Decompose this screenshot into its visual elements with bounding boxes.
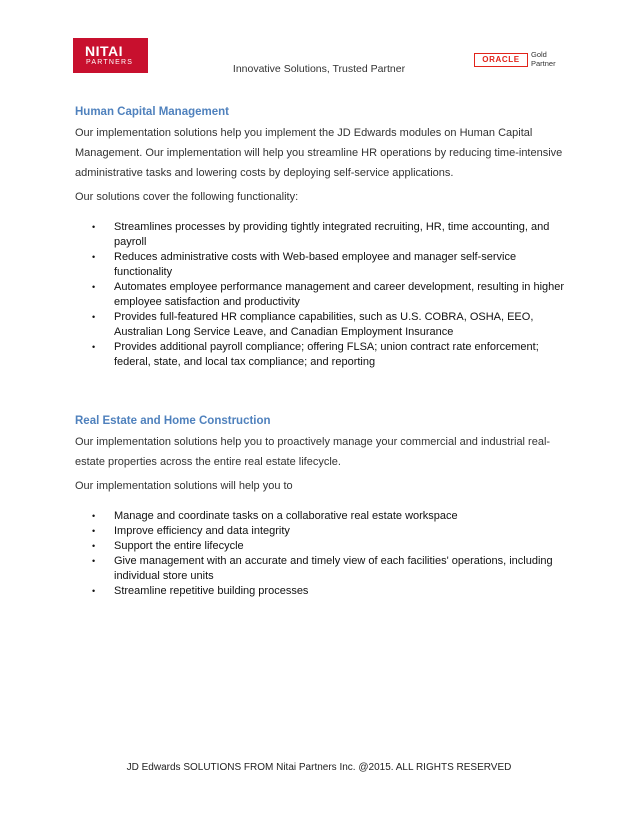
list-item: • Provides full-featured HR compliance capabilities, such as U.S. COBRA, OSHA, EEO, Australian Long Service Leave, and Canadian Employment Insurance	[92, 311, 534, 338]
list-item: • Manage and coordinate tasks on a collaborative real estate workspace	[92, 510, 458, 522]
list-item: • Reduces administrative costs with Web-based employee and manager self-service functionality	[92, 251, 517, 278]
realestate-heading: Real Estate and Home Construction	[75, 415, 271, 427]
bullet-icon: •	[92, 556, 96, 566]
list-item: • Automates employee performance management and career development, resulting in higher employee satisfaction and productivity	[92, 281, 565, 308]
bullet-icon: •	[92, 282, 96, 292]
list-item: • Streamlines processes by providing tightly integrated recruiting, HR, time accounting, and payroll	[92, 221, 550, 248]
realestate-cover-text: Our implementation solutions will help you to	[75, 480, 293, 492]
oracle-logo	[474, 53, 528, 67]
logo-sub-text: PARTNERS	[86, 59, 134, 66]
header-tagline: Innovative Solutions, Trusted Partner	[232, 63, 406, 75]
page-footer: JD Edwards SOLUTIONS FROM Nitai Partners Inc. @2015. ALL RIGHTS RESERVED	[126, 762, 512, 773]
partner-line-partner: Partner	[531, 59, 556, 68]
bullet-icon: •	[92, 541, 96, 551]
hcm-intro: Our implementation solutions help you implement the JD Edwards modules on Human Capital Management. Our implementation will help you streamline HR operations by reducing time-intensive administrative tasks and lowering costs by deploying self-service applications.	[75, 127, 563, 179]
list-item: • Provides additional payroll compliance; offering FLSA; union contract rate enforcement; federal, state, and local tax compliance; and reporting	[92, 341, 539, 368]
partner-line-gold: Gold	[531, 50, 547, 59]
list-item: • Improve efficiency and data integrity	[92, 525, 290, 537]
bullet-icon: •	[92, 511, 96, 521]
bullet-icon: •	[92, 252, 96, 262]
list-item: • Give management with an accurate and timely view of each facilities' operations, including individual store units	[92, 555, 553, 582]
bullet-icon: •	[92, 312, 96, 322]
realestate-bullet-list	[75, 509, 565, 599]
hcm-bullet-list	[75, 220, 565, 370]
hcm-cover-text: Our solutions cover the following functionality:	[75, 191, 299, 203]
list-item: • Support the entire lifecycle	[92, 540, 244, 552]
realestate-intro: Our implementation solutions help you to proactively manage your commercial and industrial real-estate properties across the entire real estate lifecycle.	[75, 436, 551, 468]
realestate-section	[75, 413, 565, 599]
bullet-icon: •	[92, 526, 96, 536]
list-item: • Streamline repetitive building processes	[92, 585, 309, 597]
bullet-icon: •	[92, 586, 96, 596]
oracle-logo-text: ORACLE	[482, 55, 520, 64]
gold-partner-label	[531, 50, 556, 68]
hcm-section	[75, 104, 565, 370]
logo-main-text: NITAI	[85, 43, 124, 59]
bullet-icon: •	[92, 222, 96, 232]
bullet-icon: •	[92, 342, 96, 352]
hcm-heading: Human Capital Management	[75, 106, 229, 118]
